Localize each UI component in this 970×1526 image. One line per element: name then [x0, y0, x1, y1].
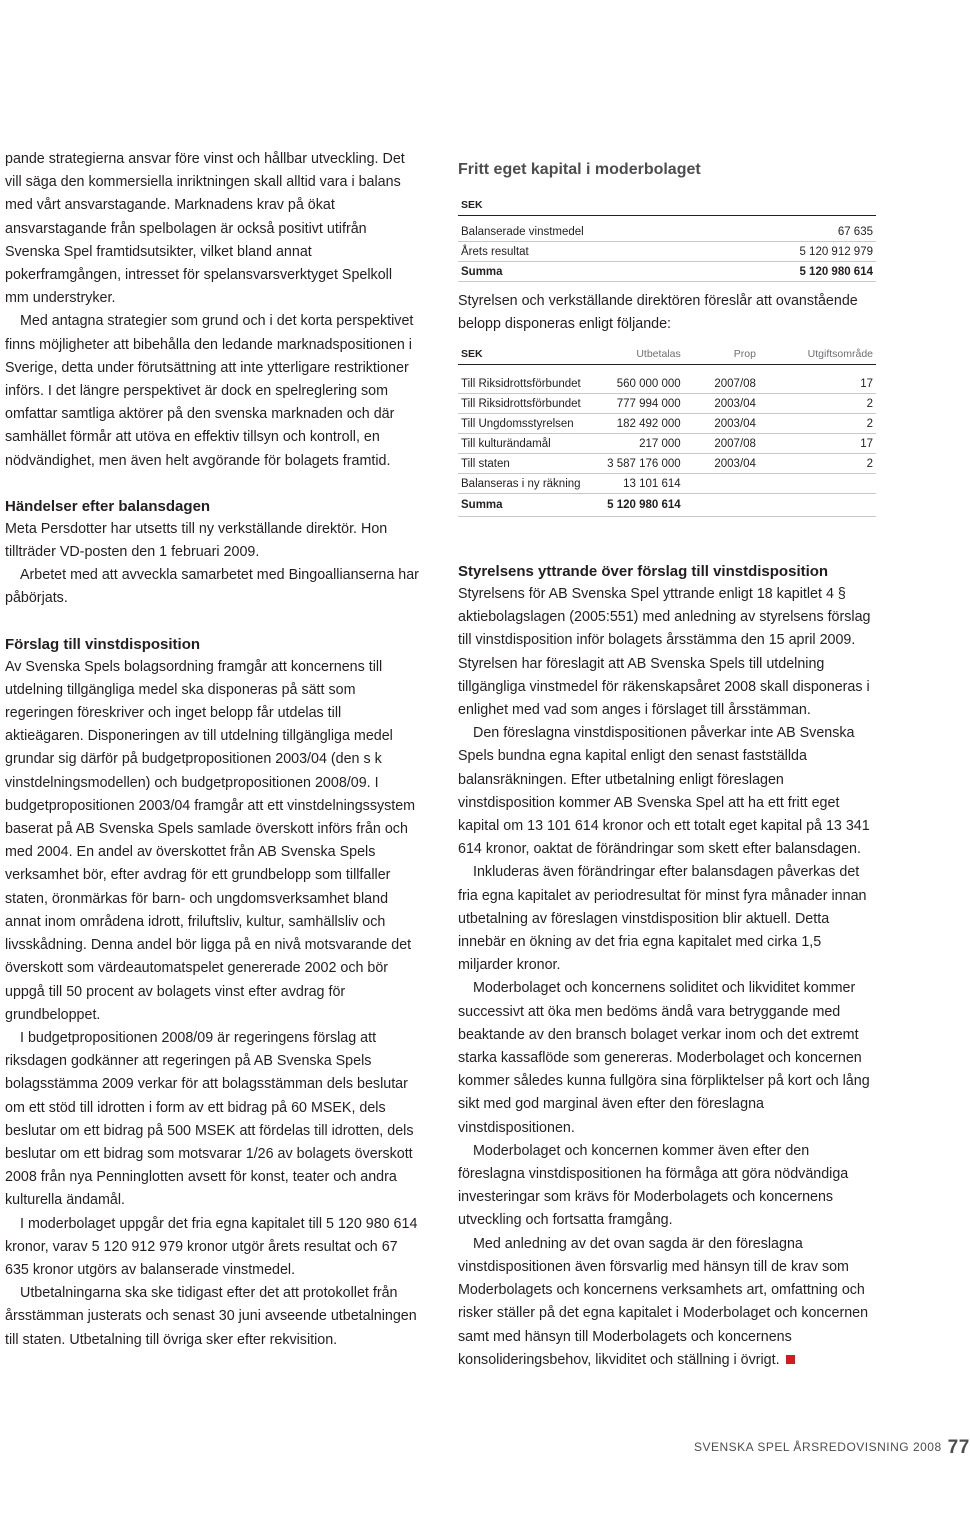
proposal-intro: Styrelsen och verkställande direktören föreslår att ovanstående belopp disponeras enligt följande:: [458, 293, 858, 332]
currency-header: SEK: [458, 195, 716, 216]
paragraph-text: Med anledning av det ovan sagda är den föreslagna vinstdispositionen även försvarlig med hänsyn till de krav som Moderbolagets och koncernens verksamhets art, omfattning och risker ställer på det egna kapitalet i Moderbolaget och koncernen samt med hänsyn till Moderbolagets och koncernens konsolideringsbehov, likviditet och ställning i övrigt.: [458, 1235, 869, 1368]
row-value: 67 635: [716, 222, 876, 242]
page-number: 77: [947, 1437, 970, 1458]
col-header-sek: SEK: [458, 344, 600, 365]
sum-label: Summa: [458, 494, 600, 517]
paragraph: Moderbolaget och koncernens soliditet och likviditet kommer successivt att öka men bedöms ändå vara betryggande med beaktande av den bransch bolaget verkar inom och det extremt starka kassaflöde som genereras. Moderbolaget och koncernen kommer således kunna fullgöra sina förpliktelser på kort och lång sikt med god marginal även efter den föreslagna vinstdispositionen.: [458, 980, 870, 1136]
cell: 3 587 176 000: [600, 454, 684, 474]
cell: 777 994 000: [600, 394, 684, 414]
paragraph: Styrelsens för AB Svenska Spel yttrande enligt 18 kapitlet 4 § aktiebolagslagen (2005:551) med anledning av styrelsens förslag till vinstdisposition inför bolagets årsstämma den 15 april 2009. Styrelsen har föreslagit att AB Svenska Spels till utdelning tillgängliga vinstmedel för räkenskapsåret 2008 skall disponeras i enlighet med vad som anges i förslaget till årsstämman.: [458, 586, 871, 719]
table-row: [458, 222, 876, 242]
cell: [684, 474, 759, 494]
paragraph: Arbetet med att avveckla samarbetet med Bingoallianserna har påbörjats.: [5, 567, 419, 607]
cell: 2: [759, 454, 876, 474]
heading-profit-proposal: Förslag till vinstdisposition: [5, 635, 201, 653]
cell: Till staten: [458, 454, 600, 474]
sum-row: [458, 494, 876, 517]
cell: 2003/04: [684, 394, 759, 414]
paragraph: [458, 1233, 876, 1372]
table-row: [458, 434, 876, 454]
sum-value: 5 120 980 614: [600, 494, 684, 517]
col-header-utbetalas: Utbetalas: [600, 344, 684, 365]
cell: 13 101 614: [600, 474, 684, 494]
cell: Till Riksidrottsförbundet: [458, 374, 600, 394]
row-value: 5 120 912 979: [716, 242, 876, 262]
cell: 217 000: [600, 434, 684, 454]
row-label: Balanserade vinstmedel: [458, 222, 716, 242]
cell: 2007/08: [684, 374, 759, 394]
paragraph: Inkluderas även förändringar efter balansdagen påverkas det fria egna kapitalet av periodresultat för minst fyra månader innan utbetalning av föreslagen vinstdisposition blir aktuell. Detta innebär en ökning av det fria egna kapitalet med cirka 1,5 miljarder kronor.: [458, 864, 867, 974]
page-footer: [694, 1437, 970, 1459]
cell: [759, 474, 876, 494]
row-label: Årets resultat: [458, 242, 716, 262]
cell: 2003/04: [684, 454, 759, 474]
cell: 17: [759, 434, 876, 454]
footer-title: SVENSKA SPEL ÅRSREDOVISNING 2008: [694, 1440, 942, 1454]
table-row: [458, 454, 876, 474]
right-column: [458, 148, 876, 1372]
cell: 2: [759, 414, 876, 434]
cell: 2: [759, 394, 876, 414]
heading-board-statement: Styrelsens yttrande över förslag till vinstdisposition: [458, 563, 829, 580]
paragraph: Med antagna strategier som grund och i det korta perspektivet finns möjligheter att bibehålla den ledande marknadspositionen i Sverige, detta under förutsättning att inte ytterligare restriktioner införs. I det längre perspektivet är dock en spelreglering som omfattar samtliga aktörer på den svenska marknaden och där samhället förmår att utöva en effektiv tillsyn och kontroll, en nödvändighet, men även helt avgörande för bolagets framtid.: [5, 313, 414, 469]
paragraph: Den föreslagna vinstdispositionen påverkar inte AB Svenska Spels bundna egna kapital enligt den senast fastställda balansräkningen. Efter utbetalning enligt föreslagen vinstdisposition kommer AB Svenska Spel att ha ett fritt eget kapital om 13 101 614 kronor och ett totalt eget kapital på 13 341 614 kronor, oaktat de förändringar som skett efter balansdagen.: [458, 725, 870, 858]
paragraph: pande strategierna ansvar före vinst och hållbar utveckling. Det vill säga den kommersiella inriktningen skall alltid vara i balans med vårt ansvarstagande. Marknadens krav på ökat ansvarstagande från spelbolagen är också positivt utifrån Svenska Spel framtidsutsikter, vilket bland annat pokerframgången, intresset för spelansvarsverktyget Spelkoll mm understryker.: [5, 151, 405, 307]
sum-row: [458, 262, 876, 282]
cell: 182 492 000: [600, 414, 684, 434]
paragraph: Utbetalningarna ska ske tidigast efter det att protokollet från årsstämman justerats och senast 30 juni avseende utbetalningen till staten. Utbetalning till övriga sker efter rekvisition.: [5, 1285, 417, 1348]
table-row: [458, 414, 876, 434]
paragraph: Moderbolaget och koncernen kommer även efter den föreslagna vinstdispositionen ha förmåga att göra nödvändiga investeringar som krävs för Moderbolagets och koncernens utveckling och fortsatta framgång.: [458, 1142, 849, 1229]
paragraph: Av Svenska Spels bolagsordning framgår att koncernens till utdelning tillgängliga medel ska disponeras på sätt som regeringen föreskriver och inget belopp får utdelas till aktieägaren. Disponeringen av till utdelning tillgängliga medel grundar sig därför på budgetpropositionen 2003/04 (den s k vinstdelningsmodellen) och budgetpropositionen 2008/09. I budgetpropositionen 2003/04 framgår att ett vinstdelningssystem baserat på AB Svenska Spels samlade överskott införs från och med 2004. En andel av överskottet från AB Svenska Spels verksamhet bör, efter avdrag för ett grundbelopp som tillfaller staten, öronmärkas för barn- och ungdomsverksamhet bland annat inom områdena idrott, friluftsliv, kultur, samhällsliv och livsskådning. Denna andel bör ligga på en nivå motsvarande det överskott som värdeautomatspelet genererade 2002 och bör uppgå till 50 procent av bolagets vinst efter avdrag för grundbeloppet.: [5, 658, 416, 1023]
heading-events-after-balance-date: Händelser efter balansdagen: [5, 497, 211, 515]
end-square-icon: [786, 1355, 795, 1364]
disposition-table: [458, 344, 876, 517]
cell: 560 000 000: [600, 374, 684, 394]
table-row: [458, 394, 876, 414]
cell: 17: [759, 374, 876, 394]
table-row: [458, 374, 876, 394]
paragraph: Meta Persdotter har utsetts till ny verkställande direktör. Hon tillträder VD-posten den 1 februari 2009.: [5, 520, 388, 561]
col-header-prop: Prop: [684, 344, 759, 365]
left-column: [5, 148, 419, 1352]
equity-table: [458, 195, 876, 282]
cell: Balanseras i ny räkning: [458, 474, 600, 494]
sum-value: 5 120 980 614: [716, 262, 876, 282]
table-row: [458, 242, 876, 262]
col-header-utgiftsomrade: Utgiftsområde: [759, 344, 876, 365]
paragraph: I budgetpropositionen 2008/09 är regeringens förslag att riksdagen godkänner att regeringen på AB Svenska Spels bolagsstämma 2009 verkar för att bolagsstämman dels beslutar om ett stöd till idrotten i form av ett bidrag på 60 MSEK, dels beslutar om ett bidrag på 500 MSEK att fördelas till idrotten, dels beslutar om ett bidrag som motsvarar 1/26 av bolagets överskott 2008 från nya Penninglotten avsett för konst, teater och andra kulturella ändamål.: [5, 1029, 414, 1209]
cell: 2003/04: [684, 414, 759, 434]
cell: Till Ungdomsstyrelsen: [458, 414, 600, 434]
table-row: [458, 474, 876, 494]
cell: 2007/08: [684, 434, 759, 454]
sum-label: Summa: [458, 262, 716, 282]
section-title: Fritt eget kapital i moderbolaget: [458, 161, 701, 178]
cell: Till kulturändamål: [458, 434, 600, 454]
paragraph: I moderbolaget uppgår det fria egna kapitalet till 5 120 980 614 kronor, varav 5 120 912 979 kronor utgör årets resultat och 67 635 kronor utgörs av balanserade vinstmedel.: [5, 1215, 418, 1278]
cell: Till Riksidrottsförbundet: [458, 394, 600, 414]
